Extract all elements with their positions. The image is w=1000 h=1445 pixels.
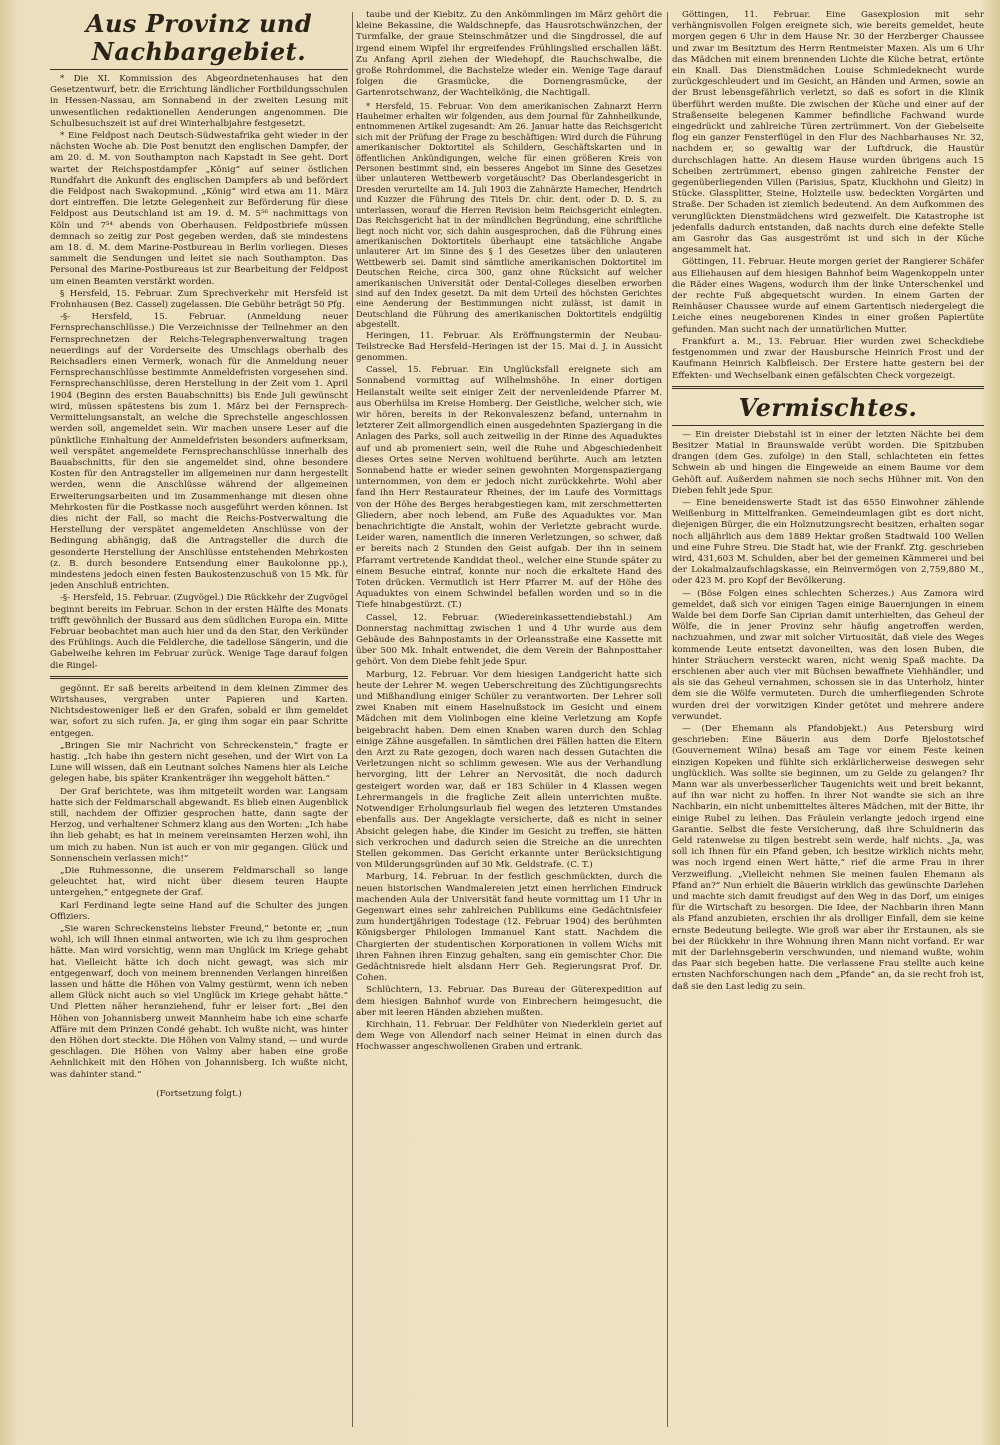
continuation-note: (Fortsetzung folgt.) [156,1088,242,1099]
story-paragraph: gegönnt. Er saß bereits arbeitend in dem kleinen Zimmer des Wirtshauses, vergraben unter Papieren und Karten. Nichtsdestoweniger ließ er den Grafen, sobald er ihm gemeldet war, sofort zu sich rufen. Ja, er ging ihm sogar ein paar Schritte entgegen. [50,683,348,739]
article-paragraph: * Die XI. Kommission des Abgeordnetenhauses hat den Gesetzentwurf, betr. die Errichtung ländlicher Fortbildungsschulen in Hessen-Nassau, am Sonnabend in der zweiten Lesung mit unwesentlichen redaktionellen Aenderungen angenommen. Die Schulbesuchszeit ist auf drei Winterhalbjahre festgesetzt. [50,74,348,129]
story-paragraph: Karl Ferdinand legte seine Hand auf die Schulter des jungen Offiziers. [50,900,348,922]
article-paragraph: § Hersfeld, 15. Februar. Zum Sprechverkehr mit Hersfeld ist Frohnhausen (Bez. Cassel) zugelassen. Die Gebühr beträgt 50 Pfg. [50,288,348,311]
article-paragraph: Göttingen, 11. Februar. Heute morgen geriet der Rangierer Schäfer aus Elliehausen auf dem hiesigen Bahnhof beim Wagenkoppeln unter die Räder eines Wagens, wodurch ihm der linke Unterschenkel und der rechte Fuß abgequetscht wurden. In einem Garten der Reinhäuser Chaussee wurde auf einem Gartentisch niedergelegt die Leiche eines neugeborenen Kindes in einer großen Papiertüte gefunden. Man sucht nach der unnatürlichen Mutter. [672,257,984,335]
misc-paragraph: — (Der Ehemann als Pfandobjekt.) Aus Petersburg wird geschrieben: Eine Bäuerin aus dem Dorfe Bjelostotschef (Gouvernement Wilna) besaß am Tage vor einem Feste keinen einzigen Kopeken und fühlte sich erklärlicherweise deswegen sehr unglücklich. Was sollte sie beginnen, um zu Gelde zu gelangen? Ihr Mann war als unverbesserlicher Taugenichts weit und breit bekannt, auf ihn war nicht zu hoffen. In ihrer Not wandte sie sich an ihre Nachbarin, ein nicht unbemitteltes älteres Mädchen, mit der Bitte, ihr einige Rubel zu leihen. Das Fräulein verlangte jedoch irgend eine Garantie. Selbst die feste Versicherung, daß ihre Schuldnerin das Geld ratenweise zu tilgen bestrebt sein werde, half nichts. „Ja, was soll ich Ihnen für ein Pfand geben, ich besitze wirklich nichts mehr, was noch irgend einen Wert hätte,“ rief die arme Frau in ihrer Verzweiflung. „Vielleicht nehmen Sie meinen faulen Ehemann als Pfand an?“ Nun erhielt die Bäuerin wirklich das gewünschte Darlehen und machte sich damit freudigst auf den Weg in das Dorf, um einiges für die Wirtschaft zu besorgen. Die Idee, der Nachbarin ihren Mann als Pfand anzubieten, erschien ihr als drolliger Einfall, dem sie keine ernste Bedeutung beilegte. Wie groß war aber ihr Erstaunen, als sie bei der Rückkehr in ihre Wohnung ihren Mann nicht vorfand. Er war mit der Darlehnsgeberin verschwunden, und niemand wußte, wohin das Paar sich begeben hatte. Die verlassene Frau stellte auch keine ernsten Nachforschungen nach dem „Pfande“ an, da sie recht froh ist, daß sie den Last ledig zu sein. [672,723,984,992]
rule [672,386,984,389]
article-paragraph: Göttingen, 11. Februar. Eine Gasexplosion mit sehr verhängnisvollen Folgen ereignete sich, wie bereits gemeldet, heute morgen gegen 6 Uhr in dem Hause Nr. 30 der Herzberger Chaussee und zwar im Besitztum des Herrn Rentmeister Maxen. Als um 6 Uhr das Mädchen mit einem brennenden Lichte die Küche betrat, ertönte ein Knall. Das Dienstmädchen Louise Schmiedeknecht wurde zurückgeschleudert und im Gesicht, an Händen und Armen, sowie an der Brust lebensgefährlich verletzt, so daß es sofort in die Klinik überführt werden mußte. Die zwischen der Küche und einer auf der Straßenseite belegenen Kammer befindliche Fachwand wurde eingedrückt und zahlreiche Türen zertrümmert. Von der Giebelseite flog ein ganzer Fensterflügel in den Flur des Nachbarhauses Nr. 32, nachdem er, so gewaltig war der Luftdruck, die Haustür durchschlagen hatte. An diesem Hause wurden übrigens auch 15 Scheiben zertrümmert, ebenso gingen zahlreiche Fenster der gegenüberliegenden Villen (Parisius, Spatz, Kluckhohn und Gleitz) in Stücke. Glassplitter, Steine, Holzteile usw. bedeckten Vorgärten und Straße. Der Schaden ist ziemlich bedeutend. An dem Aufkommen des verunglückten Dienstmädchens wird gezweifelt. Die Katastrophe ist jedenfalls dadurch entstanden, daß nachts durch eine defekte Stelle am Gasrohr das Gas ausgeströmt ist und sich in der Küche angesammelt hat. [672,10,984,256]
column-1 [50,10,348,1430]
feuilleton-rule [50,676,348,679]
misc-paragraph: — Ein dreister Diebstahl ist in einer der letzten Nächte bei dem Besitzer Matial in Braunswalde verübt worden. Die Spitzbuben drangen (dem Ges. zufolge) in den Stall, schlachteten ein fettes Schwein ab und hingen die Eingeweide an einem Baume vor dem Gehöft auf. Außerdem nahmen sie noch sechs Hühner mit. Von den Dieben fehlt jede Spur. [672,429,984,496]
article-paragraph: Kirchhain, 11. Februar. Der Feldhüter von Niederklein geriet auf dem Wege von Allendorf nach seiner Heimat in einen durch das Hochwasser angeschwollenen Graben und ertrank. [356,1019,662,1053]
article-paragraph: Cassel, 12. Februar. (Wiedereinkassettendiebstahl.) Am Donnerstag nachmittag zwischen 1 und 4 Uhr wurde aus dem Gebäude des Bahnpostamts in der Orleansstraße eine Kassette mit über 500 Mk. Inhalt entwendet, die dem Verein der Bahnposttaher gehört. Von dem Diebe fehlt jede Spur. [356,612,662,668]
rule [50,69,348,70]
column-2 [356,10,662,1430]
section-headline: Aus Provinz und Nachbargebiet. [85,10,313,66]
article-paragraph: Marburg, 14. Februar. In der festlich geschmückten, durch die neuen historischen Wandmalereien jetzt einen herrlichen Eindruck machenden Aula der Universität fand heute vormittag um 11 Uhr in Gegenwart eines sehr zahlreichen Publikums eine Gedächtnisfeier zum hundertjährigen Todestage (12. Februar 1904) des berühmten Königsberger Philologen Immanuel Kant statt. Nachdem die Chargierten der studentischen Korporationen in vollem Wichs mit ihren Fahnen ihren Einzug gehalten, sang ein gemischter Chor. Die Gedächtnisrede hielt alsdann Herr Geh. Regierungsrat Prof. Dr. Cohen. [356,872,662,984]
article-paragraph: * Hersfeld, 15. Februar. Von dem amerikanischen Zahnarzt Herrn Hauheimer erhalten wir folgenden, aus dem Journal für Zahnheilkunde, entnommenen Artikel zugesandt: Am 26. Januar hatte das Reichsgericht sich mit der Prüfung der Frage zu beschäftigen: Wird durch die Führung amerikanischer Doktortitel als Schildern, Geschäftskarten und in öffentlichen Ankündigungen, welche für einen größeren Kreis von Personen bestimmt sind, ein besseres Angebot im Sinne des Gesetzes über unlauteren Wettbewerb vorgetäuscht? Das Oberlandesgericht in Dresden verurteilte am 14. Juli 1903 die Zahnärzte Hamecher, Hendrich und Kuzzer die Führung des Titels Dr. chir. dent. oder D. D. S. zu unterlassen, worauf die Herren Revision beim Reichsgericht einlegten. Das Reichsgericht hat in der mündlichen Begründung, eine schriftliche liegt noch nicht vor, sich dahin ausgesprochen, daß die Führung eines amerikanischen Doktortitels überhaupt eine tatsächliche Angabe unlauterer Art im Sinne des § 1 des Gesetzes über den unlauteren Wettbewerb sei. Damit sind sämtliche amerikanischen Doktortitel im Deutschen Reiche, circa 300, ganz ohne Rücksicht auf welcher amerikanischen Universität oder Dental-Colleges dieselben erworben sind auf den Index gesetzt. Da mit dem Urteil des höchsten Gerichtes eine Aenderung der Bestimmungen nicht zulässt, ist damit in Deutschland die Führung des amerikanischen Doktortitels endgültig abgestellt. [356,100,662,330]
article-paragraph: * Eine Feldpost nach Deutsch-Südwestafrika geht wieder in der nächsten Woche ab. Die Post benutzt den englischen Dampfer, der am 20. d. M. von Southampton nach Kapstadt in See geht. Dort wartet der Reichspostdampfer „König“ auf seiner östlichen Rundfahrt die Ankunft des englischen Dampfers ab und befördert die Feldpost nach Swakopmund. „König“ wird etwa am 11. März dort eintreffen. Die letzte Gelegenheit zur Beförderung für diese Feldpost aus Deutschland ist am 19. d. M. 5⁵⁶ nachmittags von Köln und 7⁵⁴ abends von Oberhausen. Feldpostbriefe müssen demnach so zeitig zur Post gegeben werden, daß sie mindestens am 18. d. M. dem Marine-Postbureau in Berlin vorliegen. Dieses sammelt die Sendungen und leitet sie nach Southampton. Das Personal des Marine-Postbureaus ist zur Bearbeitung der Feldpost um einen Beamten verstärkt worden. [50,131,348,287]
column-divider [667,12,668,1427]
article-paragraph: -§- Hersfeld, 15. Februar. (Anmeldung neuer Fernsprechanschlüsse.) Die Verzeichnisse der Teilnehmer an den Fernsprechnetzen der Reichs-Telegraphenverwaltung tragen neuerdings auf der Vorderseite des Umschlags oberhalb des Reichsadlers einen Vermerk, wonach für die Anmeldung neuer Fernsprechanschlüsse bestimmte Anmeldefristen vorgesehen sind. Fernsprechanschlüsse, deren Herstellung in der Zeit vom 1. April 1904 (Beginn des ersten Bauabschnitts) bis Ende Juli gewünscht wird, müssen spätestens bis zum 1. März bei der Fernsprech-Vermittelungsanstalt, an welche die Sprechstelle angeschlossen werden soll, angemeldet sein. Wir machen unsere Leser auf die pünktliche Einhaltung der Anmeldefristen besonders aufmerksam, weil verspätet angemeldete Fernsprechanschlüsse innerhalb des Bauabschnitts, für den sie angemeldet sind, ohne besondere Kosten für den Antragsteller im allgemeinen nur dann hergestellt werden, wenn die Anschlüsse während der allgemeinen Erweiterungsarbeiten und im Zusammenhange mit diesen ohne Mehrkosten für die Postkasse noch ausgeführt werden können. Ist dies nicht der Fall, so macht die Reichs-Postverwaltung die Herstellung der verspätet angemeldeten Anschlüsse von der Bedingung abhängig, daß die Antragsteller die durch die gesonderte Herstellung der Anschlüsse entstehenden Mehrkosten (z. B. durch besondere Entsendung einer Baukolonne pp.), mindestens jedoch einen festen Baukostenzuschuß von 15 Mk. für jeden Anschluß entrichten. [50,312,348,592]
article-paragraph: Frankfurt a. M., 13. Februar. Hier wurden zwei Scheckdiebe festgenommen und zwar der Hausbursche Heinrich Frost und der Kaufmann Heinrich Kalbfleisch. Der Erstere hatte gestern bei der Effekten- und Wechselbank einen gefälschten Check vorgezeigt. [672,336,984,381]
section-headline: Vermischtes. [738,392,918,422]
article-paragraph: Marburg, 12. Februar. Vor dem hiesigen Landgericht hatte sich heute der Lehrer M. wegen Ueberschreitung des Züchtigungsrechts und Mißhandlung einiger Schüler zu verantworten. Der Lehrer soll zwei Knaben mit einem Haselnußstock im Gesicht und einem Mädchen mit dem Violinbogen eine kleine Verletzung am Kopfe beigebracht haben. Dem einen Knaben waren durch den Schlag einige Zähne ausgefallen. In sämtlichen drei Fällen hatten die Eltern den Arzt zu Rate gezogen, doch waren nach dessen Gutachten die Verletzungen nicht so schlimm gewesen. Wie aus der Verhandlung hervorging, litt der Lehrer an Nervosität, die noch dadurch gesteigert worden war, daß er 183 Schüler in 4 Klassen wegen Lehrermangels in die fragliche Zeit allein unterrichten mußte. Notwendiger Erholungsurlaub fiel wegen des letzteren Umstandes ebenfalls aus. Der Angeklagte versicherte, daß es nicht in seiner Absicht gelegen habe, die Kinder im Gesicht zu treffen, sie hätten sich verkrochen und dadurch seien die Streiche an die unrechten Stellen gekommen. Das Gericht erkannte unter Berücksichtigung von Milderungsgründen auf 30 Mk. Geldstrafe. (C. T.) [356,669,662,871]
article-paragraph: Schlüchtern, 13. Februar. Das Bureau der Güterexpedition auf dem hiesigen Bahnhof wurde von Einbrechern heimgesucht, die aber mit leeren Händen abziehen mußten. [356,985,662,1018]
article-paragraph: Heringen, 11. Februar. Als Eröffnungstermin der Neubau-Teilstrecke Bad Hersfeld–Heringen ist der 15. Mai d. J. in Aussicht genommen. [356,330,662,363]
article-paragraph: -§- Hersfeld, 15. Februar. (Zugvögel.) Die Rückkehr der Zugvögel beginnt bereits im Februar. Schon in der ersten Hälfte des Monats trifft gewöhnlich der Bussard aus dem südlichen Europa ein. Mitte Februar beobachtet man auch hier und da den Star, den Verkünder des Frühlings. Auch die Feldlerche, die tadellose Sängerin, und die Gabelweihe kehren im Februar zurück. Wenige Tage darauf folgen die Ringel- [50,593,348,671]
article-paragraph: taube und der Kiebitz. Zu den Ankömmlingen im März gehört die kleine Bekassine, die Waldschnepfe, das Hausrotschwänzchen, der Turmfalke, der graue Steinschmätzer und die Singdrossel, die auf irgend einem Wipfel ihr ergreifendes Frühlingslied erschallen läßt. Zu Anfang April ziehen der Wiedehopf, die Rauchschwalbe, die große Rohrdommel, die Bachstelze wieder ein. Wenige Tage darauf folgen die Grasmücke, die Dornengrasmücke, der Gartenrotschwanz, der Wachtelkönig, die Nachtigall. [356,10,662,99]
misc-paragraph: — (Böse Folgen eines schlechten Scherzes.) Aus Zamora wird gemeldet, daß sich vor einigen Tagen einige Bauernjungen in einem Walde bei dem Dorfe San Ciprian damit unterhielten, das Geheul der Wölfe, die in jener Provinz sehr häufig angetroffen werden, nachzuahmen, und zwar mit solcher Virtuosität, daß viele des Weges kommende Leute entsetzt davoneilten, was den losen Buben, die hinter Sträuchern versteckt waren, nicht wenig Spaß machte. Da erschienen aber auch vier mit Büchsen bewaffnete Viehhändler, und als sie das Geheul vernahmen, schossen sie in das Unterholz, hinter dem sie die Wölfe vermuteten. Durch die umherfliegenden Schrote wurden drei der vorwitzigen Kinder getötet und mehrere andere verwundet. [672,588,984,722]
article-paragraph: Cassel, 15. Februar. Ein Unglücksfall ereignete sich am Sonnabend vormittag auf Wilhelmshöhe. In einer dortigen Heilanstalt weilte seit einiger Zeit der nervenleidende Pfarrer M. aus Oberhülsa im Kreise Homberg. Der Geistliche, welcher sich, wie wir hören, bereits in der Rekonvaleszenz befand, unternahm in letzterer Zeit allmorgendlich einen ausgedehnten Spaziergang in die Anlagen des Parks, soll auch zeitweilig in der Rinne des Aquaduktes auf und ab promeniert sein, weil die Ruhe und Abgeschiedenheit dieses Ortes seine Nerven wohltuend berührte. Auch am letzten Sonnabend hatte er wieder seinen gewohnten Morgenspaziergang unternommen, von dem er jedoch nicht zurückkehrte. Wohl aber fand ihn Herr Restaurateur Rheines, der im Laufe des Vormittags von der Höhe des Berges herabgestiegen kam, mit zerschmetterten Gliedern, aber noch lebend, am Fuße des Aquaduktes vor. Man benachrichtigte die Anstalt, wohin der Verletzte gebracht wurde. Leider waren, namentlich die inneren Verletzungen, so schwer, daß er bereits nach 2 Stunden den Geist aufgab. Der ihn in seinem Pfarramt vertretende Kandidat theol., welcher eine Stunde später zu einem Besuche eintraf, konnte nur noch die erkaltete Hand des Toten drücken. Vermutlich ist Herr Pfarrer M. auf der Höhe des Aquaduktes von einem Schwindel befallen worden und so in die Tiefe hinabgestürzt. (T.) [356,365,662,611]
rule [672,425,984,426]
story-paragraph: „Sie waren Schreckensteins liebster Freund,“ betonte er, „nun wohl, ich will Ihnen einmal antworten, wie ich zu ihm gesprochen hätte. Man wird vorsichtig, wenn man Unglück im Kriege gehabt hat. Vielleicht hätte ich doch nicht gewagt, was sich mir entgegenwarf, doch von meinem brennenden Verlangen hinreißen lassen und hätte die Höhen von Valmy gestürmt, wenn ich neben allem Glück nicht auch so viel Unglück im Kriege gehabt hätte.“ Und Pletten näher heranziehend, fuhr er leiser fort: „Bei den Höhen von Johannisberg unweit Mannheim habe ich eine scharfe Affäre mit dem Prinzen Condé gehabt. Ich wußte nicht, was hinter den Höhen dort steckte. Die Höhen von Valmy stand, — und wurde geschlagen. Die Höhen von Valmy aber haben eine große Aehnlichkeit mit den Höhen von Johannisberg. Ich wußte nicht, was dahinter stand.“ [50,924,348,1080]
misc-paragraph: — Eine beneidenswerte Stadt ist das 6550 Einwohner zählende Weißenburg in Mittelfranken. Gemeindeumlagen gibt es dort nicht, diejenigen Bürger, die ein Holznutzungsrecht besitzen, erhalten sogar noch alljährlich aus dem 1889 Hektar großen Stadtwald 100 Wellen und eine Fuhre Streu. Die Stadt hat, wie der Frankf. Ztg. geschrieben wird, 431,603 M. Schulden, aber bei der gemeinen Kämmerei und bei der Lokalmalzaufschlagskasse, ein Reinvermögen von 2,759,880 M., oder 423 M. pro Kopf der Bevölkerung. [672,497,984,587]
story-paragraph: Der Graf berichtete, was ihm mitgeteilt worden war. Langsam hatte sich der Feldmarschall abgewandt. Es blieb einen Augenblick still, nachdem der Offizier gesprochen hatte, dann sagte der Herzog, und verhaltener Schmerz klang aus den Worten: „Ich habe ihn lieb gehabt; es hat in meinem vereinsamten Herzen wohl, ihn um mich zu haben. Nun ist auch er von mir gegangen. Glück und Sonnenschein verlassen mich!“ [50,786,348,864]
story-paragraph: „Bringen Sie mir Nachricht von Schreckenstein,“ fragte er hastig. „Ich habe ihn gestern nicht gesehen, und der Wirt von La Lune will wissen, daß ein Leutnant solches Namens hier als Leiche gelegen habe, bis später Krankenträger ihn weggeholt hätten.“ [50,740,348,785]
column-divider [352,12,353,1427]
story-paragraph: „Die Ruhmessonne, die unserem Feldmarschall so lange geleuchtet hat, wird nicht über diesem teuren Haupte untergehen,“ entgegnete der Graf. [50,866,348,899]
column-3 [672,10,984,1430]
